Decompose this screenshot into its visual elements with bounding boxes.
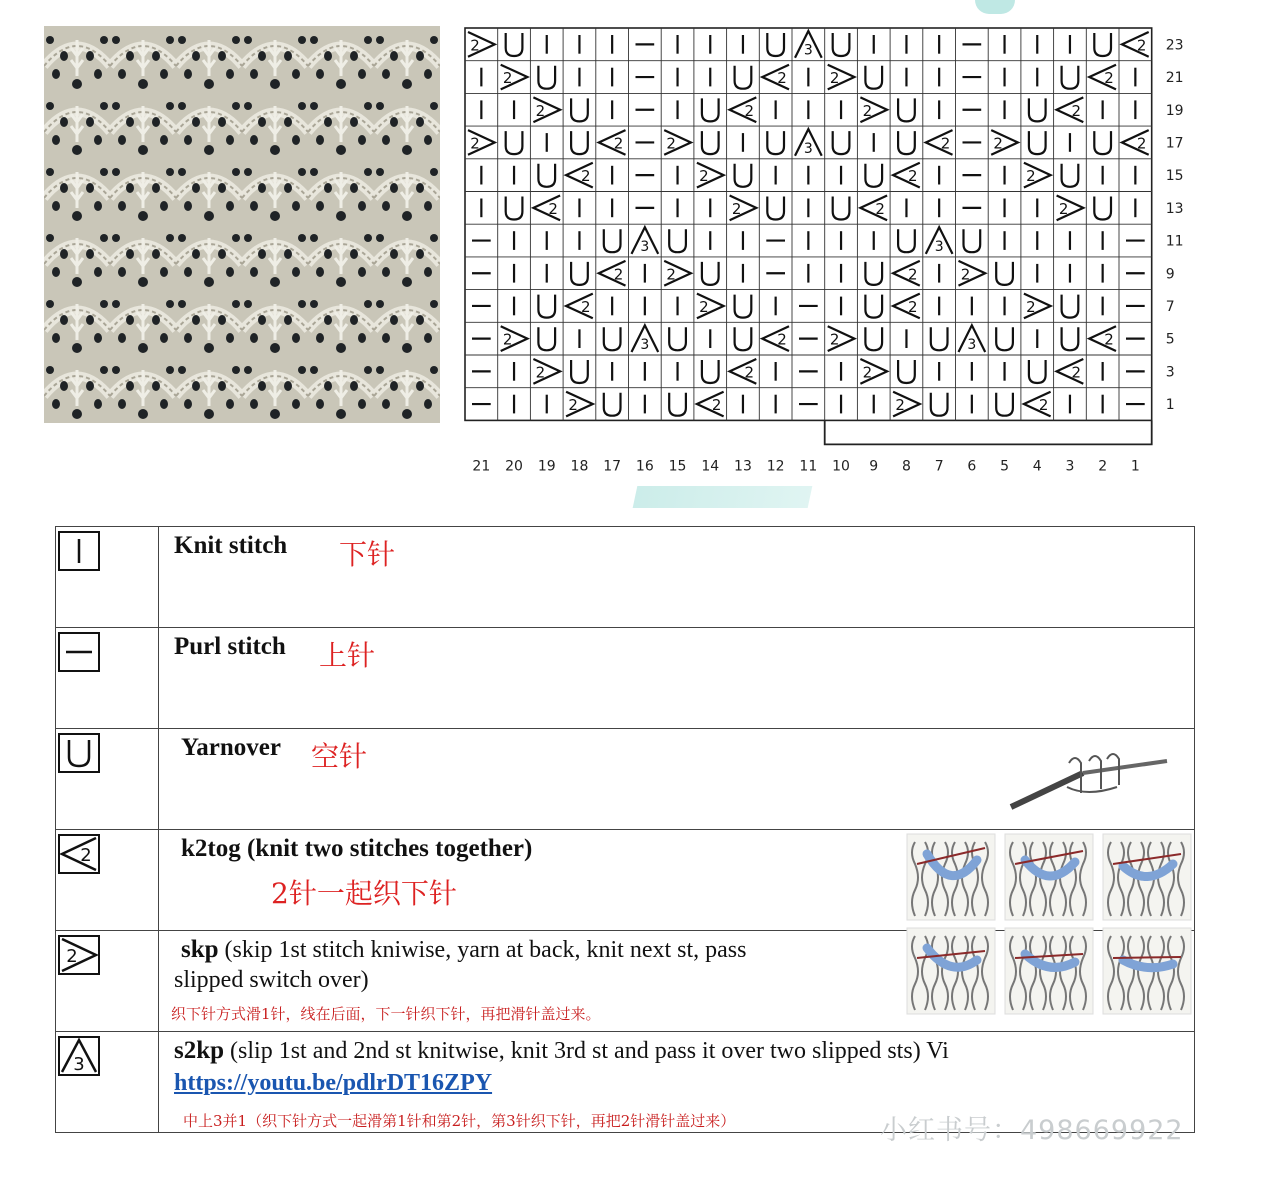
svg-text:2: 2	[1071, 363, 1082, 382]
svg-text:2: 2	[744, 101, 755, 120]
svg-text:2: 2	[960, 265, 971, 284]
column-number: 4	[1032, 458, 1042, 475]
column-number: 10	[832, 458, 850, 475]
svg-text:2: 2	[777, 330, 787, 349]
skp-desc-line1: (skip 1st stitch kniwise, yarn at back, knit next st, pass	[218, 937, 747, 963]
svg-text:2: 2	[862, 363, 873, 382]
purl-title: Purl stitch	[174, 633, 286, 660]
svg-text:2: 2	[777, 69, 787, 88]
svg-text:2: 2	[613, 265, 624, 284]
row-number: 7	[1165, 298, 1175, 315]
column-number: 11	[799, 458, 818, 475]
k2tog-cn: 2针一起织下针	[271, 877, 457, 910]
svg-text:2: 2	[1038, 396, 1049, 415]
yarnover-cn: 空针	[311, 740, 368, 773]
purl-cn: 上针	[319, 639, 376, 672]
skp-label: skp	[181, 936, 219, 963]
svg-text:2: 2	[80, 845, 92, 866]
k2tog-symbol-icon	[58, 834, 100, 874]
svg-text:2: 2	[744, 363, 755, 382]
column-number: 21	[472, 458, 491, 475]
knit-symbol-cell	[56, 527, 159, 628]
svg-text:2: 2	[1026, 297, 1036, 316]
row-number: 5	[1165, 331, 1175, 348]
svg-text:2: 2	[1104, 69, 1114, 88]
row-number: 9	[1165, 266, 1175, 283]
legend-row-purl	[56, 628, 1195, 729]
svg-text:3: 3	[640, 337, 650, 353]
svg-text:2: 2	[862, 101, 873, 120]
yarnover-symbol-cell	[56, 729, 159, 830]
svg-text:2: 2	[908, 167, 918, 186]
knit-title: Knit stitch	[174, 532, 288, 559]
column-number: 9	[869, 458, 879, 475]
row-number: 1	[1165, 397, 1175, 414]
row-number: 13	[1165, 200, 1184, 217]
svg-text:3: 3	[803, 140, 813, 157]
row-number: 15	[1165, 168, 1184, 185]
yarn-step-1	[907, 834, 995, 920]
svg-text:2: 2	[829, 330, 840, 349]
row-number: 23	[1165, 37, 1184, 54]
row-number: 11	[1165, 233, 1184, 250]
skp-symbol-icon	[58, 935, 100, 975]
column-number: 19	[537, 458, 556, 475]
youtube-video-link[interactable]: https://youtu.be/pdlrDT16ZPY	[174, 1070, 493, 1096]
row-number: 19	[1165, 102, 1184, 119]
svg-text:2: 2	[502, 330, 513, 349]
yarnover-symbol-icon	[58, 733, 100, 773]
svg-text:2: 2	[502, 69, 513, 88]
row-number: 21	[1165, 70, 1184, 87]
svg-text:2: 2	[535, 363, 546, 382]
skp-title	[181, 936, 746, 964]
svg-text:2: 2	[1058, 199, 1069, 218]
svg-text:2: 2	[581, 297, 591, 316]
column-number: 18	[570, 458, 589, 475]
column-number: 16	[635, 458, 654, 475]
yarn-step-4	[907, 928, 995, 1014]
k2tog-symbol-cell	[56, 830, 159, 931]
column-number: 2	[1098, 458, 1108, 475]
svg-text:2: 2	[711, 396, 722, 415]
svg-text:2: 2	[568, 396, 578, 415]
yarnover-description-cell	[159, 729, 1195, 830]
svg-text:2: 2	[895, 396, 905, 415]
svg-text:2: 2	[993, 134, 1003, 153]
svg-text:2: 2	[908, 297, 918, 316]
svg-text:3: 3	[967, 337, 977, 353]
svg-text:2: 2	[699, 167, 709, 186]
svg-text:3: 3	[934, 238, 944, 255]
svg-text:3: 3	[73, 1054, 85, 1075]
column-number: 7	[934, 458, 944, 475]
purl-symbol-cell	[56, 628, 159, 729]
skp-symbol-cell	[56, 931, 159, 1032]
column-number: 8	[901, 458, 911, 475]
s2kp-label: s2kp	[174, 1037, 225, 1064]
repeat-bracket	[825, 420, 1152, 444]
column-number: 15	[668, 458, 687, 475]
svg-text:2: 2	[1026, 167, 1036, 186]
svg-text:3: 3	[640, 238, 650, 255]
svg-text:2: 2	[535, 101, 546, 120]
stitch-chart	[455, 20, 1215, 490]
knit-description-cell	[159, 527, 1195, 628]
column-number: 1	[1130, 458, 1140, 475]
purl-symbol-icon	[58, 632, 100, 672]
crochet-hook-illustration	[1009, 743, 1169, 813]
svg-text:2: 2	[470, 134, 480, 153]
yarn-step-2	[1005, 834, 1093, 920]
yarn-step-3	[1103, 834, 1191, 920]
column-number: 12	[766, 458, 785, 475]
column-number: 13	[734, 458, 752, 475]
svg-text:3: 3	[803, 42, 813, 59]
svg-text:2: 2	[731, 199, 742, 218]
column-number: 3	[1065, 458, 1075, 475]
legend-row-yarnover	[56, 729, 1195, 830]
watermark-top	[975, 0, 1015, 14]
yarn-step-5	[1005, 928, 1093, 1014]
row-number: 3	[1165, 364, 1175, 381]
svg-text:2: 2	[666, 265, 676, 284]
column-number: 20	[505, 458, 523, 475]
yarn-step-6	[1103, 928, 1191, 1014]
s2kp-cn: 中上3并1（织下针方式一起滑第1针和第2针，第3针织下针，再把2针滑针盖过来）	[183, 1112, 736, 1130]
skp-cn: 织下针方式滑1针，线在后面，下一针织下针，再把滑针盖过来。	[171, 1005, 601, 1023]
svg-text:2: 2	[470, 36, 480, 55]
knit-cn: 下针	[339, 538, 396, 571]
column-number: 14	[701, 458, 720, 475]
row-number: 17	[1165, 135, 1184, 152]
s2kp-title	[174, 1037, 949, 1065]
svg-text:2: 2	[699, 297, 709, 316]
column-number: 5	[1000, 458, 1010, 475]
svg-text:2: 2	[666, 134, 676, 153]
svg-text:2: 2	[1071, 101, 1082, 120]
purl-description-cell	[159, 628, 1195, 729]
skp-desc-line2: slipped switch over)	[174, 967, 369, 993]
legend-row-knit	[56, 527, 1195, 628]
svg-text:2: 2	[1136, 134, 1147, 153]
svg-text:2: 2	[940, 134, 951, 153]
svg-text:2: 2	[829, 69, 840, 88]
k2tog-title: k2tog (knit two stitches together)	[181, 835, 533, 862]
s2kp-symbol-icon	[58, 1036, 100, 1076]
lace-knit-photo	[44, 26, 440, 423]
svg-text:2: 2	[875, 199, 885, 218]
svg-text:2: 2	[548, 199, 558, 218]
account-id-watermark: 小红书号：498669922	[880, 1115, 1184, 1146]
svg-text:2: 2	[613, 134, 624, 153]
s2kp-desc: (slip 1st and 2nd st knitwise, knit 3rd st and pass it over two slipped sts) Vi	[224, 1038, 949, 1064]
s2kp-symbol-cell	[56, 1032, 159, 1133]
svg-text:2: 2	[581, 167, 591, 186]
svg-text:2: 2	[1136, 36, 1147, 55]
svg-text:2: 2	[908, 265, 918, 284]
svg-text:2: 2	[66, 946, 78, 967]
svg-text:2: 2	[1104, 330, 1114, 349]
column-number: 6	[967, 458, 977, 475]
k2tog-skp-step-illustrations	[903, 830, 1195, 1022]
column-number: 17	[603, 458, 622, 475]
knit-symbol-icon	[58, 531, 100, 571]
yarnover-title: Yarnover	[181, 734, 281, 761]
